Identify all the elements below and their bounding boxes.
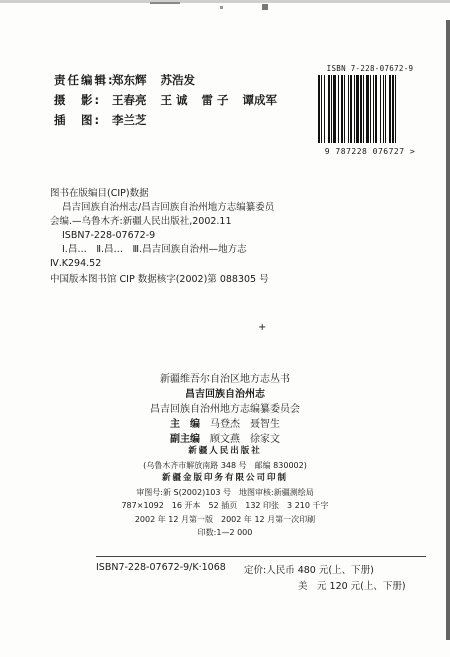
credit-label: 摄 影:	[54, 93, 102, 107]
credit-label: 责任编辑:	[54, 73, 115, 87]
price-usd: 美 元 120 元(上、下册)	[298, 581, 406, 592]
cip-line: 昌吉回族自治州志/昌吉回族自治州地方志编纂委员	[62, 202, 275, 213]
credit-name: 雷 子	[201, 93, 229, 107]
series-name: 新疆维吾尔自治区地方志丛书	[160, 374, 290, 385]
chief-label: 主 编	[170, 419, 200, 430]
printer-name: 新疆金版印务有限公司印制	[161, 473, 288, 483]
isbn-barcode-block	[314, 64, 426, 160]
scan-edge-noise	[0, 0, 450, 14]
map-review: 审图号:新 S(2002)103 号 地图审核:新疆测绘局	[136, 487, 314, 497]
editor-name: 顾文燕	[210, 434, 240, 445]
scan-edge-bar	[446, 20, 450, 640]
editor-name: 聂智生	[250, 419, 280, 430]
cip-line: Ⅰ.昌… Ⅱ.昌… Ⅲ.昌吉回族自治州—地方志	[62, 244, 247, 255]
cip-line: Ⅳ.K294.52	[50, 258, 102, 269]
credits-block	[54, 70, 314, 130]
isbn-top-text: ISBN 7-228-07672-9	[326, 64, 414, 73]
cip-title: 图书在版编目(CIP)数据	[50, 188, 149, 199]
edition-info: 2002 年 12 月第一版 2002 年 12 月第一次印刷	[134, 514, 316, 524]
credit-row-illustration	[54, 110, 314, 130]
credit-row-photo	[54, 90, 314, 110]
credit-row-editor	[54, 70, 314, 90]
price-rmb: 定价:人民币 480 元(上、下册)	[244, 565, 374, 576]
credit-name: 王春亮	[112, 93, 147, 107]
publisher-block	[0, 445, 450, 540]
deputy-label: 副主编	[170, 434, 200, 445]
isbn-bottom-text: 9 787228 076727 >	[324, 147, 416, 156]
series-block	[0, 372, 450, 447]
compiler: 昌吉回族自治州地方志编纂委员会	[150, 404, 300, 415]
divider-rule	[96, 556, 426, 557]
cip-line: 会编.—乌鲁木齐:新疆人民出版社,2002.11	[50, 216, 232, 227]
cip-block	[50, 187, 410, 287]
cip-footer: 中国版本图书馆 CIP 数据核字(2002)第 088305 号	[50, 274, 269, 285]
credit-label: 插 图:	[54, 113, 102, 127]
editor-name: 马登杰	[210, 419, 240, 430]
editor-name: 徐家文	[250, 434, 280, 445]
book-specs: 787×1092 16 开本 52 插页 132 印张 3 210 千字	[121, 501, 329, 510]
book-title: 昌吉回族自治州志	[185, 389, 265, 400]
cip-line: ISBN7-228-07672-9	[62, 230, 156, 241]
print-run: 印数:1—2 000	[197, 528, 253, 537]
publisher-address: (乌鲁木齐市解放南路 348 号 邮编 830002)	[143, 460, 307, 470]
chief-editors-row	[0, 417, 450, 432]
credit-name: 王 诚	[160, 93, 188, 107]
registration-mark: +	[258, 322, 267, 333]
publisher-name: 新疆人民出版社	[188, 446, 262, 456]
bottom-isbn: ISBN7-228-07672-9/K·1068	[96, 562, 226, 573]
credit-name: 郑东辉	[112, 73, 147, 87]
barcode-image	[314, 75, 426, 143]
credit-name: 李兰芝	[112, 113, 147, 127]
credit-name: 苏浩发	[160, 73, 195, 87]
credit-name: 谭成军	[242, 93, 278, 107]
